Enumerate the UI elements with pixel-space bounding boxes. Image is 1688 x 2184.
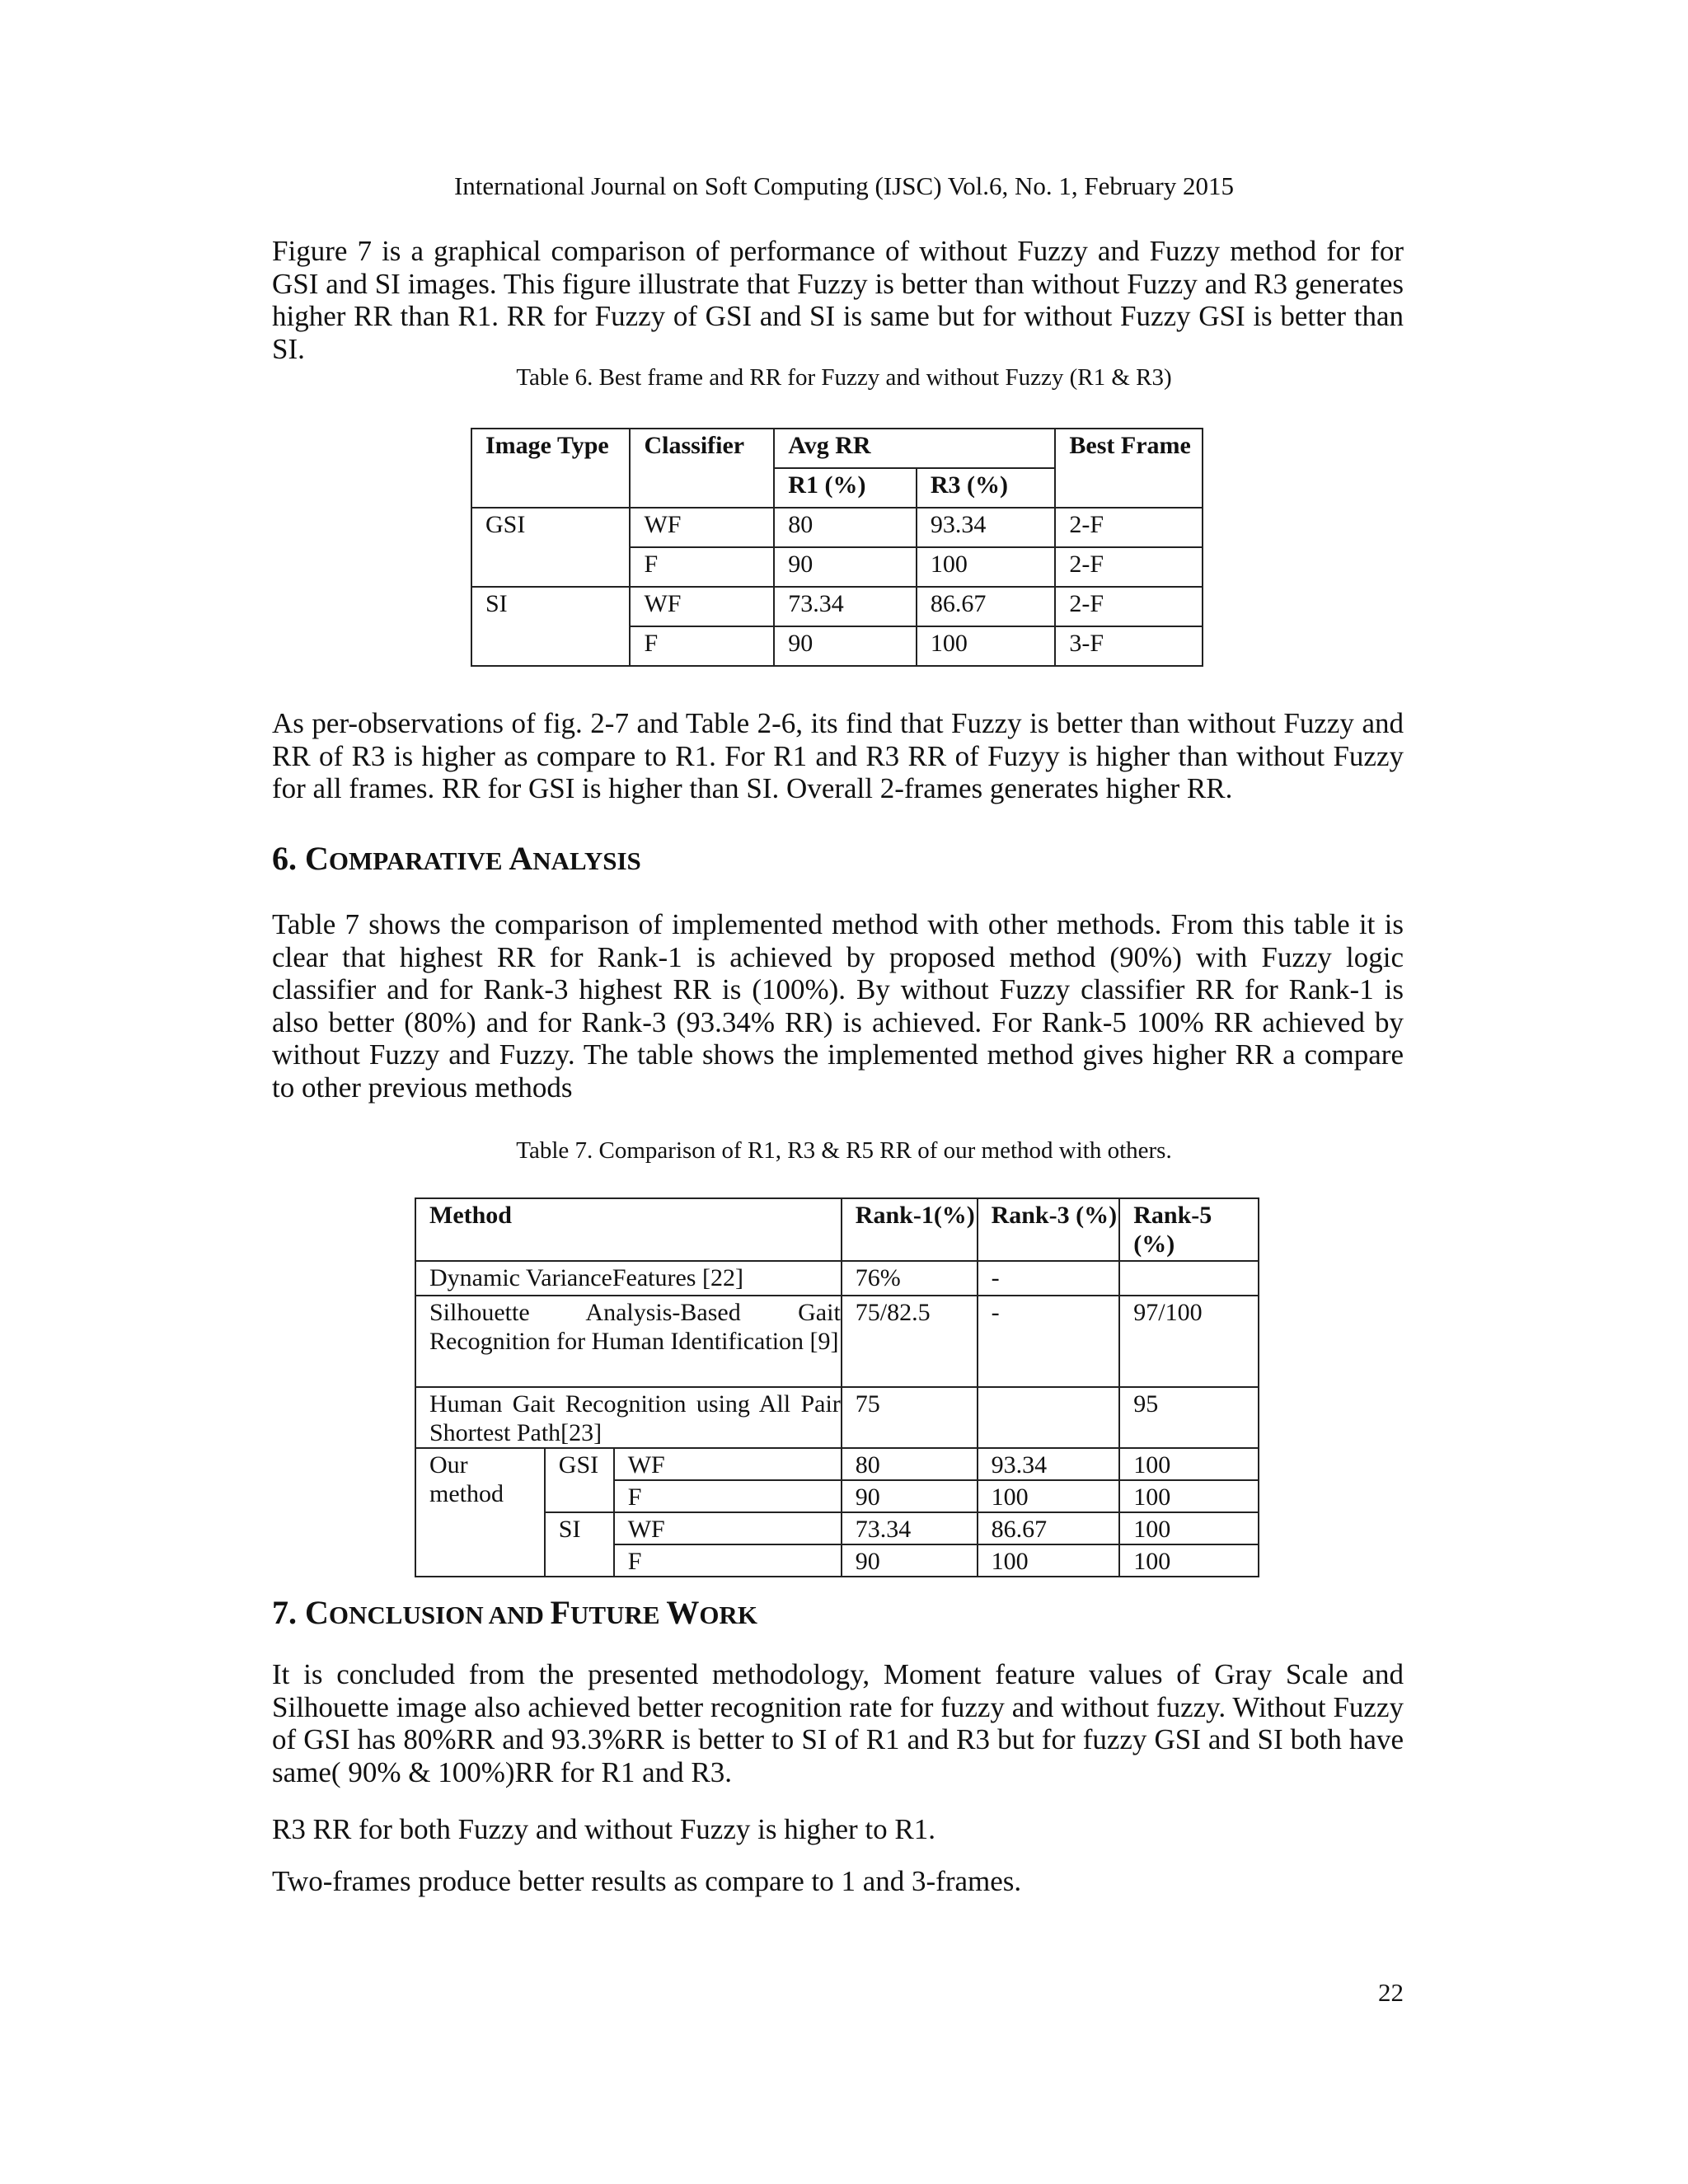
paragraph-observations: [272, 707, 1404, 805]
header-method: Method: [415, 1198, 842, 1261]
cell-r1: 90: [774, 547, 917, 587]
section-heading-6: [272, 839, 641, 881]
cell-our-method: Our method: [415, 1448, 545, 1577]
cell-best: 2-F: [1055, 587, 1203, 626]
table-header-row: [471, 429, 1203, 468]
cell-rank3: -: [978, 1296, 1120, 1387]
paragraph-two-frames: [272, 1865, 1404, 1898]
cell-rank1: 75/82.5: [842, 1296, 978, 1387]
cell-rank3: 93.34: [978, 1448, 1120, 1480]
cell-classifier: WF: [614, 1448, 842, 1480]
header-rank5: Rank-5 (%): [1119, 1198, 1259, 1261]
cell-classifier: F: [614, 1544, 842, 1577]
cell-classifier: F: [630, 626, 774, 666]
cell-best: 3-F: [1055, 626, 1203, 666]
heading-cap: A: [509, 840, 533, 877]
cell-classifier: WF: [614, 1512, 842, 1544]
paragraph-text: Table 7 shows the comparison of implemented method with other methods. From this table it is clear that highest RR for Rank-1 is achieved by proposed method (90%) with Fuzzy logic classifier and for Rank-3 highest RR is (100%). By without Fuzzy classifier RR for Rank-1 is also better (80%) and for Rank-3 (93.34% RR) is achieved. For Rank-5 100% RR achieved by without Fuzzy and Fuzzy. The table shows the implemented method gives higher RR a compare to other previous methods: [272, 908, 1404, 1104]
paragraph-conclusion: [272, 1658, 1404, 1788]
table-row: [471, 587, 1203, 626]
heading-smallcaps: NALYSIS: [532, 846, 641, 875]
cell-rank1: 76%: [842, 1261, 978, 1296]
cell-rank1: 73.34: [842, 1512, 978, 1544]
cell-method: Silhouette Analysis-Based Gait Recognition for Human Identification [9]: [415, 1296, 842, 1387]
header-avg-rr: Avg RR: [774, 429, 1055, 468]
cell-rank1: 75: [842, 1387, 978, 1448]
table-row: [415, 1296, 1259, 1387]
cell-image: SI: [471, 587, 630, 666]
section-number: 7.: [272, 1594, 305, 1631]
header-image-type: Image Type: [471, 429, 630, 508]
cell-classifier: F: [614, 1480, 842, 1512]
cell-rank5: 95: [1119, 1387, 1259, 1448]
heading-cap: W: [666, 1594, 700, 1631]
cell-image: GSI: [471, 508, 630, 587]
heading-smallcaps: UTURE: [570, 1601, 667, 1629]
cell-r3: 100: [917, 626, 1056, 666]
header-r1: R1 (%): [774, 468, 917, 508]
cell-r3: 93.34: [917, 508, 1056, 547]
paragraph-comparative: [272, 908, 1404, 1104]
paragraph-text: Figure 7 is a graphical comparison of performance of without Fuzzy and Fuzzy method for for GSI and SI images. This figure illustrate that Fuzzy is better than without Fuzzy and R3 generates higher RR than R1. RR for Fuzzy of GSI and SI is same but for without Fuzzy GSI is better than SI.: [272, 235, 1404, 365]
table-row: [415, 1448, 1259, 1480]
cell-rank3: 100: [978, 1544, 1120, 1577]
paragraph-text: It is concluded from the presented methodology, Moment feature values of Gray Scale and Silhouette image also achieved better recognition rate for fuzzy and without fuzzy. Without Fuzzy of GSI has 80%RR and 93.3%RR is better to SI of R1 and R3 but for fuzzy GSI and SI both have same( 90% & 100%)RR for R1 and R3.: [272, 1658, 1404, 1788]
section-heading-7: [272, 1593, 757, 1635]
cell-r1: 90: [774, 626, 917, 666]
header-classifier: Classifier: [630, 429, 774, 508]
heading-smallcaps: OMPARATIVE: [328, 846, 509, 875]
cell-rank5: 100: [1119, 1544, 1259, 1577]
cell-rank5: 100: [1119, 1448, 1259, 1480]
heading-cap: C: [305, 840, 329, 877]
table-row: [415, 1261, 1259, 1296]
paragraph-text: As per-observations of fig. 2-7 and Table 2-6, its find that Fuzzy is better than without Fuzzy and RR of R3 is higher as compare to R1. For R1 and R3 RR of Fuzyy is higher than without Fuzzy for all frames. RR for GSI is higher than SI. Overall 2-frames generates higher RR.: [272, 707, 1404, 804]
cell-rank5: [1119, 1261, 1259, 1296]
paragraph-text: Two-frames produce better results as compare to 1 and 3-frames.: [272, 1865, 1022, 1897]
paragraph-text: R3 RR for both Fuzzy and without Fuzzy is higher to R1.: [272, 1813, 935, 1845]
cell-rank3: 100: [978, 1480, 1120, 1512]
cell-classifier: WF: [630, 587, 774, 626]
cell-method: Dynamic VarianceFeatures [22]: [415, 1261, 842, 1296]
heading-smallcaps: ONCLUSION AND: [328, 1601, 551, 1629]
cell-rank5: 100: [1119, 1480, 1259, 1512]
table6: [471, 428, 1203, 667]
table7-caption: Table 7. Comparison of R1, R3 & R5 RR of our method with others.: [516, 1137, 1172, 1164]
cell-rank1: 90: [842, 1544, 978, 1577]
table7: [415, 1197, 1259, 1577]
paragraph-r3: [272, 1813, 1404, 1846]
table-header-row: [415, 1198, 1259, 1261]
cell-rank3: [978, 1387, 1120, 1448]
cell-rank3: 86.67: [978, 1512, 1120, 1544]
header-rank3: Rank-3 (%): [978, 1198, 1120, 1261]
cell-r3: 86.67: [917, 587, 1056, 626]
cell-best: 2-F: [1055, 508, 1203, 547]
heading-cap: F: [550, 1594, 571, 1631]
header-rank1: Rank-1(%): [842, 1198, 978, 1261]
cell-rank1: 90: [842, 1480, 978, 1512]
section-number: 6.: [272, 840, 305, 877]
cell-r1: 73.34: [774, 587, 917, 626]
table-row: [471, 508, 1203, 547]
cell-rank3: -: [978, 1261, 1120, 1296]
table6-caption: Table 6. Best frame and RR for Fuzzy and without Fuzzy (R1 & R3): [516, 364, 1172, 391]
table-row: [415, 1387, 1259, 1448]
cell-r1: 80: [774, 508, 917, 547]
cell-image-type: SI: [545, 1512, 614, 1577]
cell-best: 2-F: [1055, 547, 1203, 587]
paragraph-figure7: [272, 235, 1404, 365]
cell-rank1: 80: [842, 1448, 978, 1480]
header-r3: R3 (%): [917, 468, 1056, 508]
cell-classifier: F: [630, 547, 774, 587]
cell-classifier: WF: [630, 508, 774, 547]
cell-r3: 100: [917, 547, 1056, 587]
cell-method: Human Gait Recognition using All Pair Shortest Path[23]: [415, 1387, 842, 1448]
page-number: 22: [1378, 1978, 1404, 2007]
heading-cap: C: [305, 1594, 329, 1631]
header-best-frame: Best Frame: [1055, 429, 1203, 508]
cell-rank5: 97/100: [1119, 1296, 1259, 1387]
running-header: International Journal on Soft Computing (IJSC) Vol.6, No. 1, February 2015: [453, 171, 1234, 200]
heading-smallcaps: ORK: [699, 1601, 757, 1629]
cell-image-type: GSI: [545, 1448, 614, 1512]
cell-rank5: 100: [1119, 1512, 1259, 1544]
